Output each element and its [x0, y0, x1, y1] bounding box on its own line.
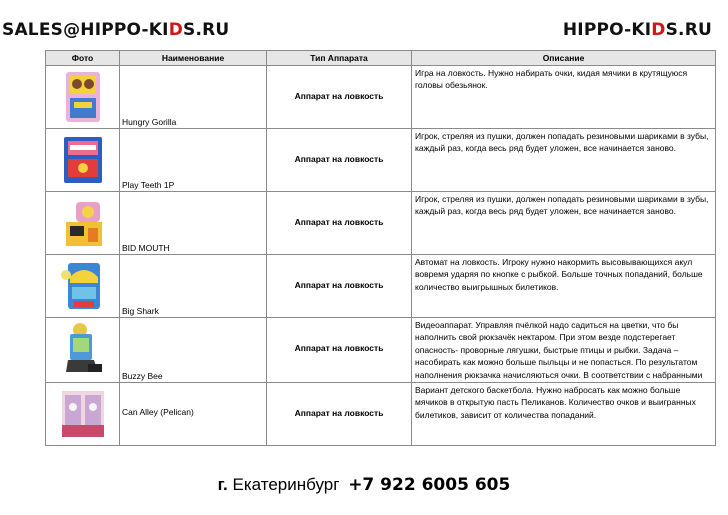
photo-cell — [46, 383, 120, 446]
description-cell — [412, 318, 716, 383]
description-cell — [412, 255, 716, 318]
product-description: Игра на ловкость. Нужно набирать очки, кидая мячики в крутящуюся головы обезьянок. — [415, 68, 688, 91]
product-description: Видеоаппарат. Управляя пчёлкой надо садиться на цветки, что бы наполнить свой рюкзачёк нектаром. При этом везде подстерегает опасность- проворные лягушки, быстрые птицы и рыбки. Задача – насобирать как можно больше пыльцы и не попасться. По результатом наполнения рюкзачка начисляються очки. В соответствии с набранными — [415, 320, 703, 380]
product-name: Play Teeth 1P — [122, 180, 175, 190]
photo-cell — [46, 255, 120, 318]
col-photo: Фото — [46, 51, 120, 66]
name-cell — [120, 383, 267, 446]
table-row — [46, 192, 716, 255]
arcade-machine-icon — [58, 257, 108, 315]
product-description: Игрок, стреляя из пушки, должен попадать резиновыми шариками в зубы, каждый раз, когда весь ряд будет уложен, все начинается заново. — [415, 131, 709, 154]
description-cell — [412, 192, 716, 255]
product-description: Игрок, стреляя из пушки, должен попадать резиновыми шариками в зубы, каждый раз, когда весь ряд будет уложен, все начинается заново. — [415, 194, 709, 217]
machine-type: Аппарат на ловкость — [294, 408, 384, 418]
product-name: Hungry Gorilla — [122, 117, 177, 127]
table-row — [46, 383, 716, 446]
type-cell — [267, 129, 412, 192]
arcade-machine-icon — [58, 131, 108, 189]
table-header-row — [46, 51, 716, 66]
description-cell — [412, 129, 716, 192]
col-description: Описание — [412, 51, 716, 66]
type-cell — [267, 66, 412, 129]
type-cell — [267, 255, 412, 318]
photo-cell — [46, 318, 120, 383]
table-row — [46, 129, 716, 192]
sales-email[interactable]: SALES@HIPPO-KIDS.RU — [2, 20, 230, 40]
name-cell — [120, 66, 267, 129]
type-cell — [267, 192, 412, 255]
name-cell — [120, 255, 267, 318]
arcade-machine-icon — [58, 385, 108, 443]
table-row — [46, 255, 716, 318]
phone-number[interactable]: +7 922 6005 605 — [348, 475, 511, 495]
arcade-machine-icon — [58, 194, 108, 252]
photo-cell — [46, 66, 120, 129]
description-cell — [412, 383, 716, 446]
product-name: Buzzy Bee — [122, 371, 163, 381]
arcade-machine-icon — [58, 68, 108, 126]
type-cell — [267, 383, 412, 446]
type-cell — [267, 318, 412, 383]
machine-type: Аппарат на ловкость — [294, 343, 384, 353]
name-cell — [120, 192, 267, 255]
photo-cell — [46, 129, 120, 192]
machine-type: Аппарат на ловкость — [294, 217, 384, 227]
product-name: Big Shark — [122, 306, 159, 316]
machine-type: Аппарат на ловкость — [294, 91, 384, 101]
footer-contacts: г. Екатеринбург +7 922 6005 605 — [217, 475, 511, 495]
table-row — [46, 318, 716, 383]
website-logo[interactable]: HIPPO-KIDS.RU — [562, 20, 712, 40]
product-name: Can Alley (Pelican) — [122, 407, 194, 417]
product-description: Вариант детского баскетбола. Нужно набросать как можно больше мячиков в открытую пасть Пеликанов. Количество очков и выигранных билетиков, зависит от количества попаданий. — [415, 385, 696, 420]
catalog-table — [45, 50, 716, 446]
machine-type: Аппарат на ловкость — [294, 154, 384, 164]
col-type: Тип Аппарата — [267, 51, 412, 66]
name-cell — [120, 129, 267, 192]
description-cell — [412, 66, 716, 129]
col-name: Наименование — [120, 51, 267, 66]
table-row — [46, 66, 716, 129]
machine-type: Аппарат на ловкость — [294, 280, 384, 290]
name-cell — [120, 318, 267, 383]
product-name: BID MOUTH — [122, 243, 170, 253]
photo-cell — [46, 192, 120, 255]
product-description: Автомат на ловкость. Игроку нужно накормить высовывающихся акул вовремя ударяя по кнопке с рыбкой. Больше точных попаданий, больше количество выигрышных билетиков. — [415, 257, 703, 292]
arcade-machine-icon — [58, 320, 108, 378]
